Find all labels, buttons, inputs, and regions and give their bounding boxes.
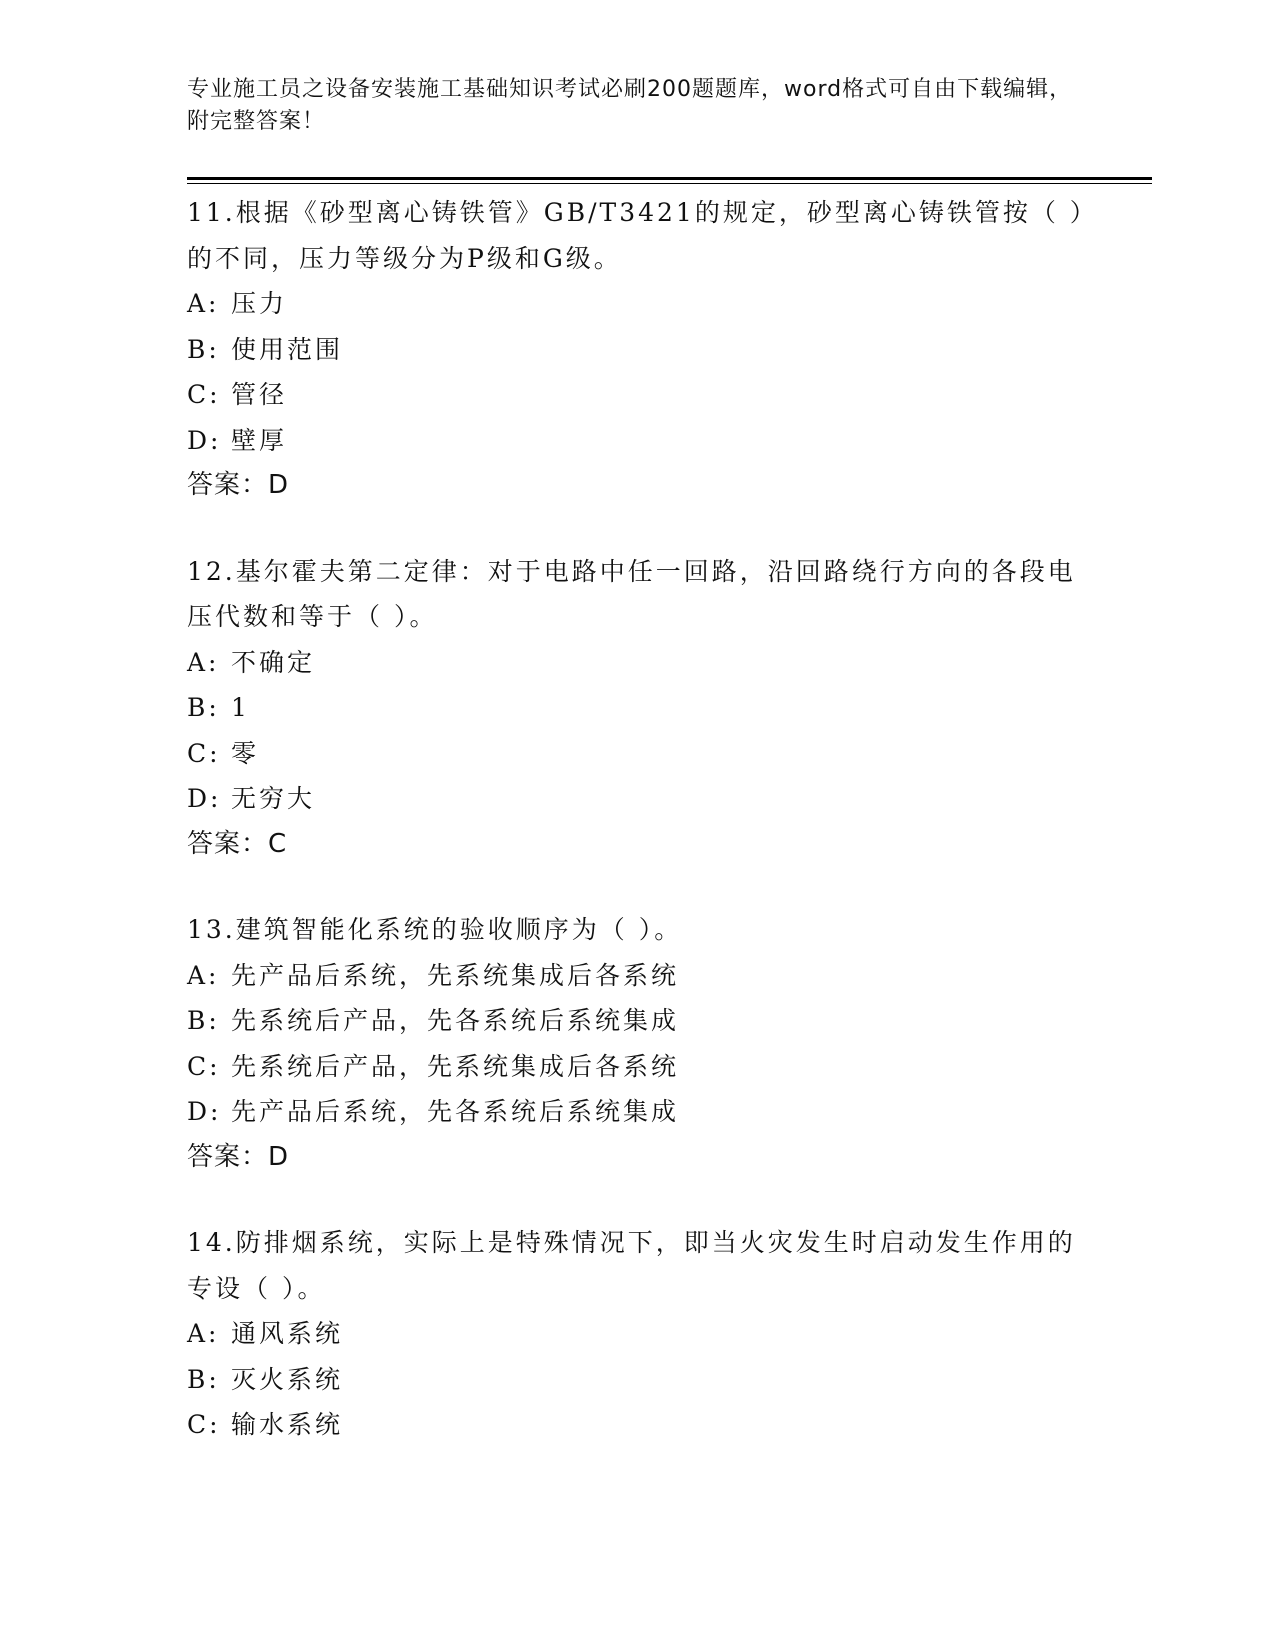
question-14 <box>187 1220 1087 1448</box>
option-text: 先产品后系统，先系统集成后各系统 <box>231 960 680 990</box>
option-text: 管径 <box>231 380 288 409</box>
option-a <box>187 281 1087 327</box>
option-text: 1 <box>231 693 250 722</box>
option-letter: B: <box>187 1364 220 1394</box>
option-letter: B: <box>187 334 220 364</box>
option-a <box>187 640 1087 686</box>
option-b <box>187 327 1087 373</box>
option-d <box>187 418 1087 464</box>
option-text: 输水系统 <box>231 1410 344 1439</box>
option-text: 无穷大 <box>231 784 316 813</box>
option-letter: C: <box>187 738 221 768</box>
header-rule-thin <box>187 183 1152 184</box>
question-text: 12.基尔霍夫第二定律：对于电路中任一回路，沿回路绕行方向的各段电压代数和等于（ ）。 <box>187 556 1076 631</box>
question-list <box>187 190 1087 1488</box>
option-b <box>187 998 1087 1044</box>
option-c <box>187 1044 1087 1090</box>
option-c <box>187 372 1087 418</box>
option-c <box>187 1402 1087 1448</box>
question-text: 11.根据《砂型离心铸铁管》GB/T3421的规定，砂型离心铸铁管按（ ）的不同，压力等级分为P级和G级。 <box>187 198 1086 273</box>
option-b <box>187 685 1087 731</box>
option-text: 灭火系统 <box>231 1364 344 1394</box>
option-d <box>187 776 1087 822</box>
option-letter: A: <box>187 960 220 990</box>
answer-line: 答案：D <box>187 470 290 500</box>
option-text: 先产品后系统，先各系统后系统集成 <box>231 1097 680 1126</box>
option-a <box>187 1311 1087 1357</box>
option-text: 不确定 <box>231 647 316 677</box>
option-d <box>187 1089 1087 1135</box>
option-text: 先系统后产品，先系统集成后各系统 <box>231 1051 680 1081</box>
option-letter: A: <box>187 647 220 677</box>
option-text: 使用范围 <box>231 334 344 364</box>
option-letter: C: <box>187 1051 221 1081</box>
option-letter: D: <box>187 425 222 455</box>
option-a <box>187 953 1087 999</box>
option-c <box>187 731 1087 777</box>
option-text: 壁厚 <box>231 425 288 455</box>
document-header: 专业施工员之设备安装施工基础知识考试必刷200题题库，word格式可自由下载编辑，附完整答案！ <box>187 77 1073 134</box>
option-letter: B: <box>187 1006 220 1035</box>
header-rule-thick <box>187 177 1152 180</box>
question-12 <box>187 549 1087 868</box>
option-letter: A: <box>187 289 220 318</box>
option-letter: A: <box>187 1319 220 1348</box>
option-text: 先系统后产品，先各系统后系统集成 <box>231 1006 680 1035</box>
option-text: 通风系统 <box>231 1319 344 1348</box>
question-11 <box>187 190 1087 509</box>
option-text: 压力 <box>231 289 288 318</box>
option-letter: C: <box>187 380 221 409</box>
option-letter: B: <box>187 693 220 722</box>
answer-line: 答案：C <box>187 828 288 859</box>
question-13 <box>187 907 1087 1180</box>
option-letter: C: <box>187 1410 221 1439</box>
option-b <box>187 1357 1087 1403</box>
option-letter: D: <box>187 784 222 813</box>
answer-line: 答案：D <box>187 1141 290 1172</box>
question-text: 13.建筑智能化系统的验收顺序为（ ）。 <box>187 915 683 944</box>
option-letter: D: <box>187 1097 222 1126</box>
option-text: 零 <box>231 738 260 768</box>
question-text: 14.防排烟系统，实际上是特殊情况下，即当火灾发生时启动发生作用的专设（ ）。 <box>187 1228 1076 1303</box>
